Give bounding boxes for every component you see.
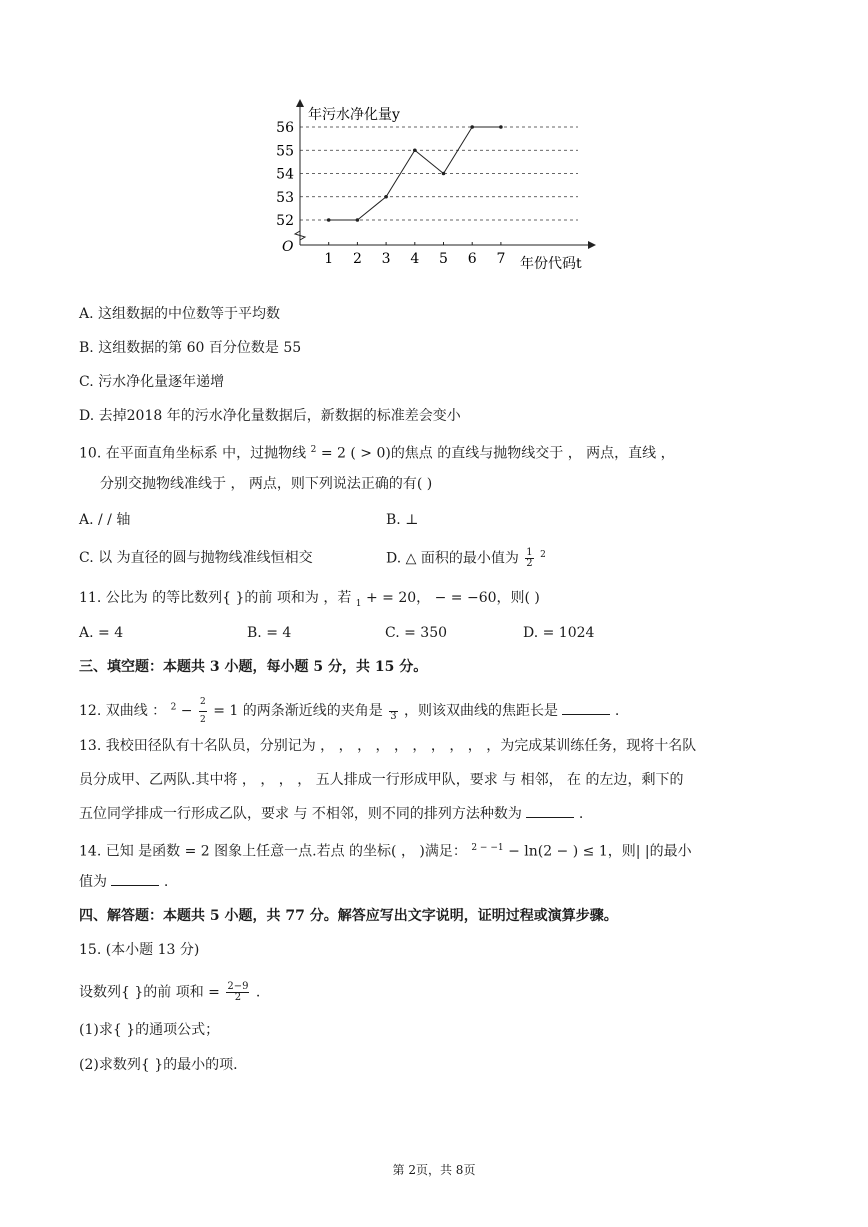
q15-frac-num: 2−9 — [227, 981, 249, 992]
q14-end: . — [163, 874, 169, 890]
q12-answer-blank[interactable] — [562, 702, 610, 715]
q10-option-a: A. / / 轴 — [79, 512, 131, 528]
origin-label: O — [282, 239, 294, 255]
x-tick-label-4: 4 — [410, 251, 420, 267]
q11-stem: 11. 公比为 的等比数列{ }的前 项和为 ，若 $_1$ + = 20， − = −60，则( ) — [79, 590, 540, 609]
sewage-purification-line-chart — [270, 95, 600, 275]
q10-line1-text: 10. 在平面直角坐标系 中，过抛物线 — [79, 445, 307, 462]
q13-line3-text: 五位同学排成一行形成乙队，要求 与 不相邻，则不同的排列方法种数为 — [79, 806, 522, 822]
data-point-1 — [327, 218, 331, 222]
x-tick-label-3: 3 — [381, 251, 391, 267]
q10-line2: 分别交抛物线准线于 ， 两点，则下列说法正确的有( ) — [100, 476, 433, 492]
y-tick-label-56: 56 — [276, 120, 294, 136]
q14-answer-blank[interactable] — [111, 873, 159, 886]
q13-answer-blank[interactable] — [526, 805, 574, 818]
q12-equation: = 1 的两条渐近线的夹角是 — [213, 703, 383, 720]
q15-stem-text: 设数列{ }的前 项和 = — [79, 984, 220, 1001]
section-4-heading: 四、解答题：本题共 5 小题，共 77 分。解答应写出文字说明，证明过程或演算步骤。 — [79, 908, 618, 924]
section-3-heading: 三、填空题：本题共 3 小题，每小题 5 分，共 15 分。 — [79, 659, 428, 675]
q11-option-c: C. = 350 — [385, 625, 448, 641]
q10-option-d: D. △ 面积的最小值为 $\frac{1}{2}$ $^2$ — [386, 547, 546, 570]
data-point-4 — [413, 148, 417, 152]
q11-option-b: B. = 4 — [247, 625, 292, 641]
option-a: A. 这组数据的中位数等于平均数 — [79, 306, 281, 322]
data-point-5 — [442, 172, 446, 176]
option-c: C. 污水净化量逐年递增 — [79, 374, 225, 390]
q14-line2-text: 值为 — [79, 874, 107, 890]
q10-option-b: B. ⊥ — [386, 512, 419, 528]
y-tick-label-52: 52 — [276, 213, 294, 229]
x-axis-arrow — [588, 241, 596, 249]
x-axis-label: 年份代码t — [520, 256, 582, 272]
data-point-7 — [499, 125, 503, 129]
y-tick-label-54: 54 — [276, 166, 294, 183]
q11-text: 11. 公比为 的等比数列{ }的前 项和为 ，若 — [79, 590, 352, 606]
q12-fraction: $\frac{2}{2}$ — [200, 697, 206, 726]
half-fraction: $\frac{1}{2}$ — [526, 547, 533, 570]
q15-fraction — [226, 982, 249, 1003]
q10-line1: 10. 在平面直角坐标系 中，过抛物线 $^2$ = 2 ( > 0)的焦点 的直线与抛物线交于 ， 两点，直线 ， — [79, 445, 675, 462]
q15-part1: (1)求{ }的通项公式； — [79, 1022, 220, 1038]
q13-line2: 员分成甲、乙两队.其中将 ， ， ， ， 五人排成一行形成甲队，要求 与 相邻， 在 的左边，剩下的 — [79, 772, 684, 788]
q15-stem — [79, 982, 260, 1003]
y-tick-label-55: 55 — [276, 143, 294, 160]
x-tick-label-5: 5 — [439, 251, 448, 267]
q11-option-d: D. = 1024 — [523, 625, 595, 641]
q10-option-d-text: D. △ 面积的最小值为 — [386, 550, 519, 567]
data-point-3 — [384, 195, 388, 199]
q14-line1b: − ln(2 − ) ≤ 1，则| |的最小 — [508, 843, 692, 860]
option-d: D. 去掉2018 年的污水净化量数据后，新数据的标准差会变小 — [79, 408, 461, 424]
q10-option-c: C. 以 为直径的圆与抛物线准线恒相交 — [79, 550, 313, 566]
q15-frac-den: 2 — [234, 992, 242, 1003]
q10-line1-eq: = 2 ( > 0)的焦点 的直线与抛物线交于 ， 两点，直线 ， — [320, 445, 675, 462]
q15-stem-end: . — [255, 984, 261, 1001]
q11-option-a: A. = 4 — [79, 625, 124, 641]
y-tick-label-53: 53 — [276, 189, 294, 206]
q13-line1: 13. 我校田径队有十名队员，分别记为 ， ， ， ， ， ， ， ， ， ，为完成某训练任务，现将十名队 — [79, 738, 697, 754]
q12-prefix: 12. 双曲线 ： — [79, 703, 167, 720]
x-tick-label-2: 2 — [352, 251, 362, 267]
angle-fraction: 3 — [389, 701, 397, 722]
x-tick-label-7: 7 — [496, 251, 506, 267]
data-point-6 — [470, 125, 474, 129]
x-tick-label-1: 1 — [324, 251, 334, 267]
q12-end: . — [614, 703, 620, 720]
q12-suffix: ，则该双曲线的焦距长是 — [404, 703, 559, 720]
page-footer: 第 2页，共 8页 — [392, 1163, 476, 1177]
q12: 12. 双曲线 ： $^2$ − $\frac{2}{2}$ = 1 的两条渐近线的夹角是 3 ，则该双曲线的焦距长是 . — [79, 697, 620, 726]
option-b: B. 这组数据的第 60 百分位数是 55 — [79, 340, 302, 356]
x-tick-label-6: 6 — [467, 251, 477, 267]
q14-line1-text: 14. 已知 是函数 = 2 图象上任意一点.若点 的坐标( ， )满足： — [79, 843, 467, 860]
q14-line1: 14. 已知 是函数 = 2 图象上任意一点.若点 的坐标( ， )满足： $^{2 - -1}$ − ln(2 − ) ≤ 1，则| |的最小 — [79, 843, 692, 860]
data-point-2 — [356, 218, 360, 222]
q11-condition: + = 20， − = −60，则( ) — [365, 590, 540, 606]
y-axis-label: 年污水净化量y — [308, 107, 400, 123]
q15-part2: (2)求数列{ }的最小的项. — [79, 1057, 238, 1073]
y-axis-arrow — [296, 99, 304, 107]
q15-title: 15. (本小题 13 分) — [79, 942, 200, 958]
q13-line3 — [79, 805, 583, 823]
q14-line2 — [79, 873, 168, 891]
q13-end: . — [578, 806, 584, 822]
